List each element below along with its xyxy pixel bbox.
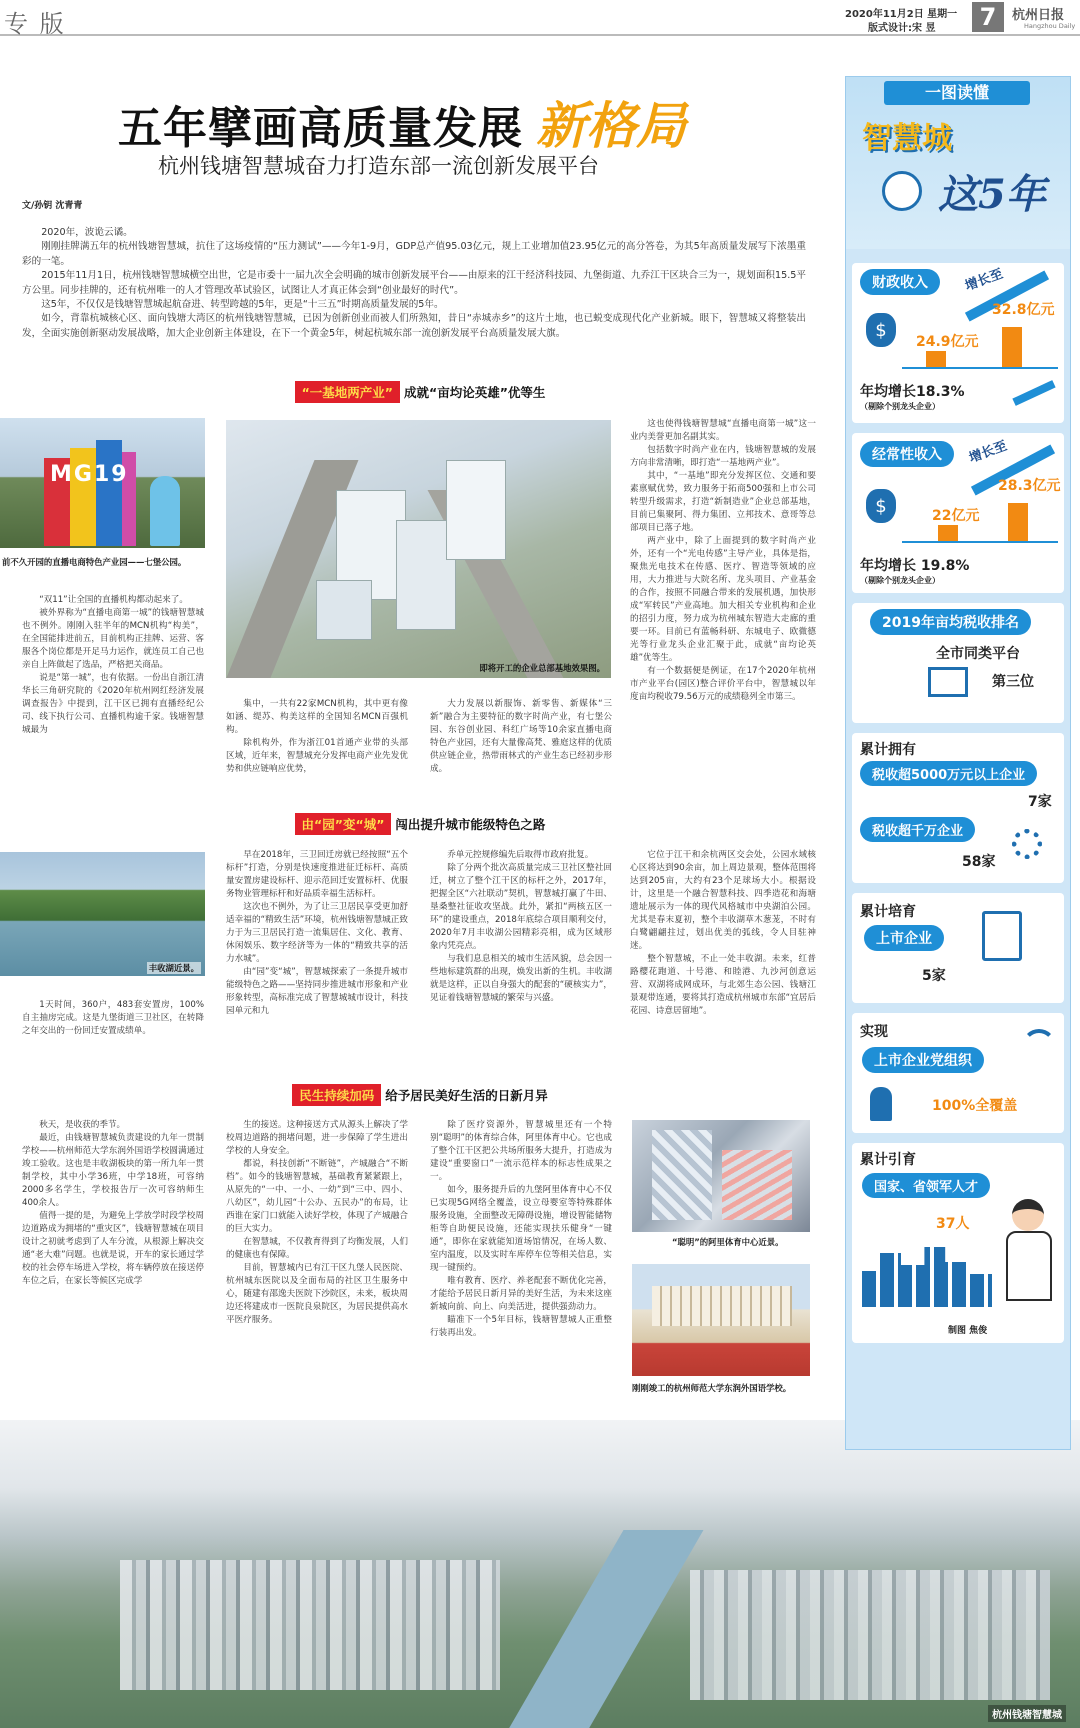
paragraph: 如今，背靠杭城核心区、面向钱塘大湾区的杭州钱塘智慧城，已因为创新创业而被人们所熟知，昔日“赤城赤乡”的这片土地，也已蜕变成现代化产业新城。眼下，智慧城又将整装出发，全面实施创新驱动发展战略，加大企业创新主体建设，在下一个黄金5年，树起杭城东部一流创新发展平台高质量发展大旗。 xyxy=(22,313,806,339)
photo-ali-sports-center xyxy=(632,1120,810,1232)
photo-caption: 丰收湖近景。 xyxy=(148,963,199,973)
bar-before xyxy=(938,525,958,541)
section2-heading: 闯出提升城市能级特色之路 xyxy=(395,817,546,832)
photo-caption: 杭州钱塘智慧城 xyxy=(988,1705,1066,1722)
brain-icon xyxy=(882,171,922,211)
bar-after xyxy=(1002,327,1022,367)
headline-accent: 新格局 xyxy=(536,97,687,155)
fiscal-income-card xyxy=(852,263,1064,423)
paragraph: 包括数字时尚产业在内，钱塘智慧城的发展方向非常清晰，即打造“一基地两产业”。 xyxy=(630,445,816,468)
listed-head: 累计培育 xyxy=(860,904,916,920)
paragraph: 乔单元控规修编先后取得市政府批复。 xyxy=(447,850,594,860)
designer-credit: 版式设计:宋 昱 xyxy=(868,23,936,34)
infographic-title-box xyxy=(846,77,1070,249)
infographic-title-small: 一图读懂 xyxy=(884,81,1030,105)
companies-num1: 7家 xyxy=(1028,794,1052,810)
paragraph: 与我们息息相关的城市生活风貌，总会因一些地标建筑群的出现，焕发出新的生机。丰收湖就是这样，正以自身强大的配套的“硬核实力”，见证着钱塘智慧城的繁荣与兴盛。 xyxy=(430,954,612,1003)
party-num: 100%全覆盖 xyxy=(932,1098,1018,1114)
section3-col1 xyxy=(22,1119,204,1288)
paragraph: 除了医疗资源外，智慧城里还有一个特别“聪明”的体育综合体，阿里体育中心。它也成了整个江干区把公共场所服务大提升，打造成为建设“重要窗口”一流示范样本的标志性成果之一。 xyxy=(430,1120,612,1182)
paragraph: 都说，科技创新“不断链”，产城融合“不断档”。如今的钱塘智慧城，基础教育紧紧跟上，从原先的“一中、一小、一幼”到“三中、四小、八幼区”，幼儿园“十公办、五民办”的布局，让西谁在家门口就能入读好学校，体现了产城融合的巨大实力。 xyxy=(226,1159,408,1234)
person-icon xyxy=(870,1087,892,1121)
page-number: 7 xyxy=(972,2,1004,32)
companies-head: 累计拥有 xyxy=(860,742,916,758)
paragraph: 这5年，不仅仅是钱塘智慧城起航奋进、转型跨越的5年，更是“十三五”时期高质量发展的5年。 xyxy=(41,299,444,311)
photo-caption: 前不久开园的直播电商特色产业园——七堡公园。 xyxy=(2,557,187,567)
talent-card xyxy=(852,1143,1064,1343)
talent-head: 累计引育 xyxy=(860,1152,916,1168)
operating-income-card xyxy=(852,433,1064,593)
talent-num: 37人 xyxy=(936,1216,970,1232)
page-header xyxy=(0,0,1080,36)
paragraph: “双11”让全国的直播机构都动起来了。 xyxy=(39,595,188,605)
ranking-line2: 第三位 xyxy=(992,674,1034,690)
section3-col3 xyxy=(430,1119,612,1340)
section1-title xyxy=(230,381,610,403)
infographic-title-years: 这5年 xyxy=(938,171,1046,218)
teacher-board-icon xyxy=(928,667,968,697)
paragraph: 在智慧城，不仅教育得到了均衡发展，人们的健康也有保障。 xyxy=(226,1237,408,1260)
party-coverage-card xyxy=(852,1013,1064,1133)
paragraph: 生的接送。这种接送方式从源头上解决了学校周边道路的拥堵问题，进一步保障了学生进出学校的人身安全。 xyxy=(226,1120,408,1156)
headline-subtitle: 杭州钱塘智慧城奋力打造东部一流创新发展平台 xyxy=(158,154,599,178)
building xyxy=(316,580,372,640)
operating-note: （剔除个别龙头企业） xyxy=(860,576,940,585)
operating-arrow-text: 增长至 xyxy=(967,438,1010,467)
party-head: 实现 xyxy=(860,1024,888,1040)
headline xyxy=(118,86,738,155)
paragraph: 秋天，是收获的季节。 xyxy=(39,1120,126,1130)
paragraph: 值得一提的是，为避免上学放学时段学校周边道路成为拥堵的“重灾区”，钱塘智慧城在项目设计之初就考虑到了人车分流，从根源上解决交通“老大难”问题。也就是说，开车的家长通过学校的社会停车场进入学校，将车辆停放在接送停车位之后，在家长等候区完成学 xyxy=(22,1211,204,1286)
photo-harvest-lake xyxy=(0,852,205,976)
avatar-body xyxy=(1006,1231,1052,1301)
photo-aerial-city xyxy=(0,1420,1080,1728)
paragraph: 如今，服务提升后的九堡阿里体育中心不仅已实现5G网络全覆盖，设立母婴室等特殊群体服务设施，全面整改无障碍设施，增设智能储物柜等自助便民设施，还能实现扶乐健身“一键通”，即你在家就能知道场馆情况，在场人数、室内温度，以及实时车库停车位等相关信息，实现一键预约。 xyxy=(430,1185,612,1273)
section2-title xyxy=(230,813,610,835)
fiscal-label: 财政收入 xyxy=(860,269,940,295)
bar-before xyxy=(926,351,946,367)
sign-lettering: MG19 xyxy=(50,462,129,487)
section2-col4 xyxy=(630,849,816,1018)
listed-num: 5家 xyxy=(922,968,946,984)
paragraph: 早在2018年，三卫回迁房就已经按照“五个标杆”打造，分别是快速度推进征迁标杆、高质量安置房建设标杆、迎示范回迁安置标杆、优服务物业管理标杆和好品质幸福生活标杆。 xyxy=(226,850,408,899)
section2-col2 xyxy=(226,849,408,1018)
operating-from: 22亿元 xyxy=(932,508,980,524)
operating-growth: 年均增长 19.8% xyxy=(860,558,970,574)
paragraph: 1天时间，360户，483套安置房，100%自主抽房完成。这是九堡街道三卫社区，在转降之年交出的一份回迁安置成绩单。 xyxy=(22,1000,204,1036)
headline-main: 五年擘画高质量发展 xyxy=(118,103,523,154)
section1-col3 xyxy=(430,698,612,776)
paragraph: 2015年11月1日，杭州钱塘智慧城横空出世，它是市委十一届九次全会明确的城市创新发展平台——由原来的江干经济科技园、九堡街道、九乔江干区块合三为一，规划面积15.5平方公里。同步挂牌的，还有杭州唯一的人才管理改革试验区，试图让人才真正体会到“创业最好的时代”。 xyxy=(22,270,806,296)
city-skyline-icon xyxy=(862,1247,992,1307)
paragraph: 由“园”变“城”，智慧城探索了一条提升城市能级特色之路——坚持同步推进城市形象和产业形象转型，高标准完成了智慧城城市设计，科技园单元和九 xyxy=(226,967,408,1016)
paragraph: 其中，“一基地”即充分发挥区位、交通和要素禀赋优势，致力服务于拓商500强和上市公司转型升级需求，打造“新制造业”企业总部基地，目前已集聚阿、得力集团、立邦技术、意哥等总部项目已落子地。 xyxy=(630,471,816,533)
operating-to: 28.3亿元 xyxy=(998,478,1061,494)
listed-pill: 上市企业 xyxy=(864,925,944,951)
sculpture xyxy=(150,476,180,546)
section3-heading: 给予居民美好生活的日新月异 xyxy=(385,1088,548,1103)
baseline xyxy=(902,367,1058,369)
paragraph: 唯有教育、医疗、养老配套不断优化完善，才能给予居民日新月异的美好生活，为未来这座新城向前、向上、向美活进，提供强劲动力。 xyxy=(430,1276,612,1312)
paragraph: 瞄准下一个5年目标，钱塘智慧城人正重整行装再出发。 xyxy=(430,1315,612,1338)
photo-hq-base-rendering xyxy=(226,420,611,678)
paragraph: 最近，由钱塘智慧城负责建设的九年一贯制学校——杭州师范大学东润外国语学校圆满通过竣工验收。这也是丰收湖板块的第一所九年一贯制学校，其中小学36班，中学18班，可容纳2000多名学生，学校报告厅一次可容纳师生400余人。 xyxy=(22,1133,204,1208)
arrow-up-icon xyxy=(1012,380,1055,406)
issue-date: 2020年11月2日 星期一 xyxy=(845,9,958,20)
paper-name: 杭州日报 xyxy=(1012,8,1065,23)
party-pill: 上市企业党组织 xyxy=(862,1047,984,1073)
ranking-line1: 全市同类平台 xyxy=(936,646,1020,662)
section3-col2 xyxy=(226,1119,408,1327)
bar-after xyxy=(1008,503,1028,541)
section1-col1 xyxy=(22,594,204,737)
facade-panel xyxy=(652,1130,712,1220)
companies-pill2: 税收超千万企业 xyxy=(860,817,975,842)
paragraph: 除了分两个批次高质量完成三卫社区整社回迁，树立了整个江干区的标杆之外，2017年，把握全区“六社联动”契机，智慧城打赢了牛田、垦桑整社征收攻坚战。此外，紧扣“两核五区一环”的建设重点，2018年底综合项目顺利交付，2020年7月丰收湖公园精彩亮相，成为区域形象内凭亮点。 xyxy=(430,863,612,951)
paragraph: 大力发展以新服饰、新零售、新媒体“三新”融合为主要特征的数字时尚产业，有七堡公园、东谷创业园、科红广场等10余家直播电商特色产业园，还有大量像高梵、雅庭这样的优质供应链企业，热带雨林式的产业生态已经初步形成。 xyxy=(430,699,612,774)
money-bag-icon: $ xyxy=(866,489,896,523)
paragraph: 这也使得钱塘智慧城“直播电商第一城”这一业内美誉更加名副其实。 xyxy=(630,419,816,442)
avatar-head xyxy=(1012,1199,1044,1231)
section2-col1 xyxy=(22,999,204,1038)
paragraph: 它位于江干和余杭两区交会处，公园水域核心区将达到90余亩，加上周边景观，整体范围将达到205亩，大约有23个足球场大小。根据设计，这里是一个融合智慧科技、四季造花和海塘遗址展示为一体的现代风格城市中央湖泊公园。尤其是春末夏初，整个丰收湖草木葱茏，不时有白鹭翩翩拄过，划出优美的弧线，令人目驻神迷。 xyxy=(630,850,816,951)
building-cluster xyxy=(120,1560,500,1690)
section1-heading: 成就“亩均论英雄”优等生 xyxy=(404,385,546,400)
companies-card xyxy=(852,733,1064,883)
photo-caption: 即将开工的企业总部基地效果图。 xyxy=(479,663,605,673)
facade-panel xyxy=(722,1150,792,1220)
fiscal-to: 32.8亿元 xyxy=(992,302,1055,318)
operating-label: 经常性收入 xyxy=(860,441,954,467)
lead-paragraphs xyxy=(22,226,806,341)
baseline xyxy=(902,541,1058,543)
sign-block-blue xyxy=(96,440,122,546)
gears-icon xyxy=(1012,829,1042,859)
wifi-signal-icon xyxy=(1022,1029,1056,1063)
building-cluster xyxy=(690,1570,1050,1700)
infographic-credit: 制图 焦俊 xyxy=(948,1326,988,1336)
section1-col4 xyxy=(630,418,816,704)
byline: 文/孙钥 沈青青 xyxy=(22,201,83,211)
paragraph: 2020年，波诡云谲。 xyxy=(41,227,133,238)
photo-live-streaming-park xyxy=(0,418,205,548)
money-bag-icon: $ xyxy=(866,313,896,347)
paragraph: 集中，一共有22家MCN机构，其中更有像如涵、缇苏、构美这样的全国知名MCN百强机构。 xyxy=(226,699,408,735)
section3-tag: 民生持续加码 xyxy=(292,1084,381,1106)
school-building xyxy=(652,1286,792,1326)
talent-pill: 国家、省领军人才 xyxy=(862,1173,990,1198)
section1-col2 xyxy=(226,698,408,776)
companies-num2: 58家 xyxy=(962,854,996,870)
companies-pill1: 税收超5000万元以上企业 xyxy=(860,761,1037,786)
paragraph: 刚刚挂牌满五年的杭州钱塘智慧城，抗住了这场疫情的“压力测试”——今年1-9月，GDP总产值95.03亿元，规上工业增加值23.95亿元的高分答卷，为其5年高质量发展写下浓墨重彩的一笔。 xyxy=(22,241,806,267)
paragraph: 除机构外，作为浙江01首通产业带的头部区域，近年来，智慧城充分发挥电商产业先发优势和供应链响应优势， xyxy=(226,738,408,774)
fiscal-growth: 年均增长18.3% xyxy=(860,384,965,400)
fiscal-arrow-text: 增长至 xyxy=(963,266,1006,295)
section2-col3 xyxy=(430,849,612,1005)
photo-hznu-school xyxy=(632,1264,810,1376)
paragraph: 这次也不例外，为了让三卫居民享受更加舒适幸福的“精致生活”环境，杭州钱塘智慧城正致力于为三卫居民打造一流集居住、文化、教育、休闲娱乐、数字经济等为一体的“精致共享的活力水城”。 xyxy=(226,902,408,964)
photo-caption: 刚刚竣工的杭州师范大学东润外国语学校。 xyxy=(632,1383,792,1393)
paragraph: 被外界称为“直播电商第一城”的钱塘智慧城也不例外。刚刚入驻半年的MCN机构“构美”，在全国能排进前五，目前机构正挂牌、运营、客服各个岗位都是开足马力运作，就连员工自己也亲自上阵做起了选品，严格把关商品。 xyxy=(22,608,204,670)
infographic-title-big: 智慧城 xyxy=(862,121,952,156)
paragraph: 两产业中，除了上面提到的数字时尚产业外，还有一个“光电传感”主导产业，具体是指，聚焦光电技术在传感、医疗、智造等领域的应用，大力推进与大院名所、龙头项目、产业基金的合作，按照不同融合带来的发展机遇，加快形成“军转民”产业高地。加大相关专业机构和企业的招引力度，努力成为杭州城东智造大走廊的重要一环。目前已有蓝畅科研、东城电子、欧微德光等行业龙头企业汇聚于此，成就“亩均论英雄”优等生。 xyxy=(630,536,816,663)
infographic-sidebar xyxy=(845,76,1071,1450)
building xyxy=(446,460,506,560)
paper-name-en: Hangzhou Daily xyxy=(1024,22,1076,30)
clipboard-icon xyxy=(982,911,1022,961)
fiscal-note: （剔除个别龙头企业） xyxy=(860,402,940,411)
listed-companies-card xyxy=(852,893,1064,1003)
photo-caption: “聪明”的阿里体育中心近景。 xyxy=(672,1237,784,1247)
woman-avatar-icon xyxy=(1002,1199,1056,1309)
section3-title xyxy=(230,1084,610,1106)
section1-tag: “一基地两产业” xyxy=(295,381,400,403)
paragraph: 有一个数据便是例证，在17个2020年杭州市产业平台(园区)整合评价平台中，智慧城以年度亩均税收79.56万元的成绩稳列全市第三。 xyxy=(630,666,816,702)
fiscal-from: 24.9亿元 xyxy=(916,334,979,350)
paragraph: 目前，智慧城内已有江干区九堡人民医院、杭州城东医院以及全面布局的社区卫生服务中心，随建有邵逸夫医院下沙院区，未来，板块周边还将建成市一医院良泉院区，为居民提供高水平医疗服务。 xyxy=(226,1263,408,1325)
tax-ranking-card xyxy=(852,603,1064,723)
paragraph: 说是“第一城”，也有依据。一份出自浙江清华长三角研究院的《2020年杭州网红经济发展调查报告》中提到，江干区已拥有直播经纪公司、线下执行公司、直播机构逾千家。钱塘智慧城最为 xyxy=(22,673,204,735)
paragraph: 整个智慧城，不止一处丰收湖。未来，红普路樱花跑道、十号港、和睦港、九沙河创意运营、双湖将成网成环，与北郊生态公园、钱塘江景观带连通，要将其打造成杭州城市东部“宜居后花园、诗意居留地”。 xyxy=(630,954,816,1016)
section-name: 专 版 xyxy=(4,10,66,38)
section2-tag: 由“园”变“城” xyxy=(295,813,392,835)
ranking-pill: 2019年亩均税收排名 xyxy=(870,609,1031,635)
river xyxy=(496,1530,703,1728)
